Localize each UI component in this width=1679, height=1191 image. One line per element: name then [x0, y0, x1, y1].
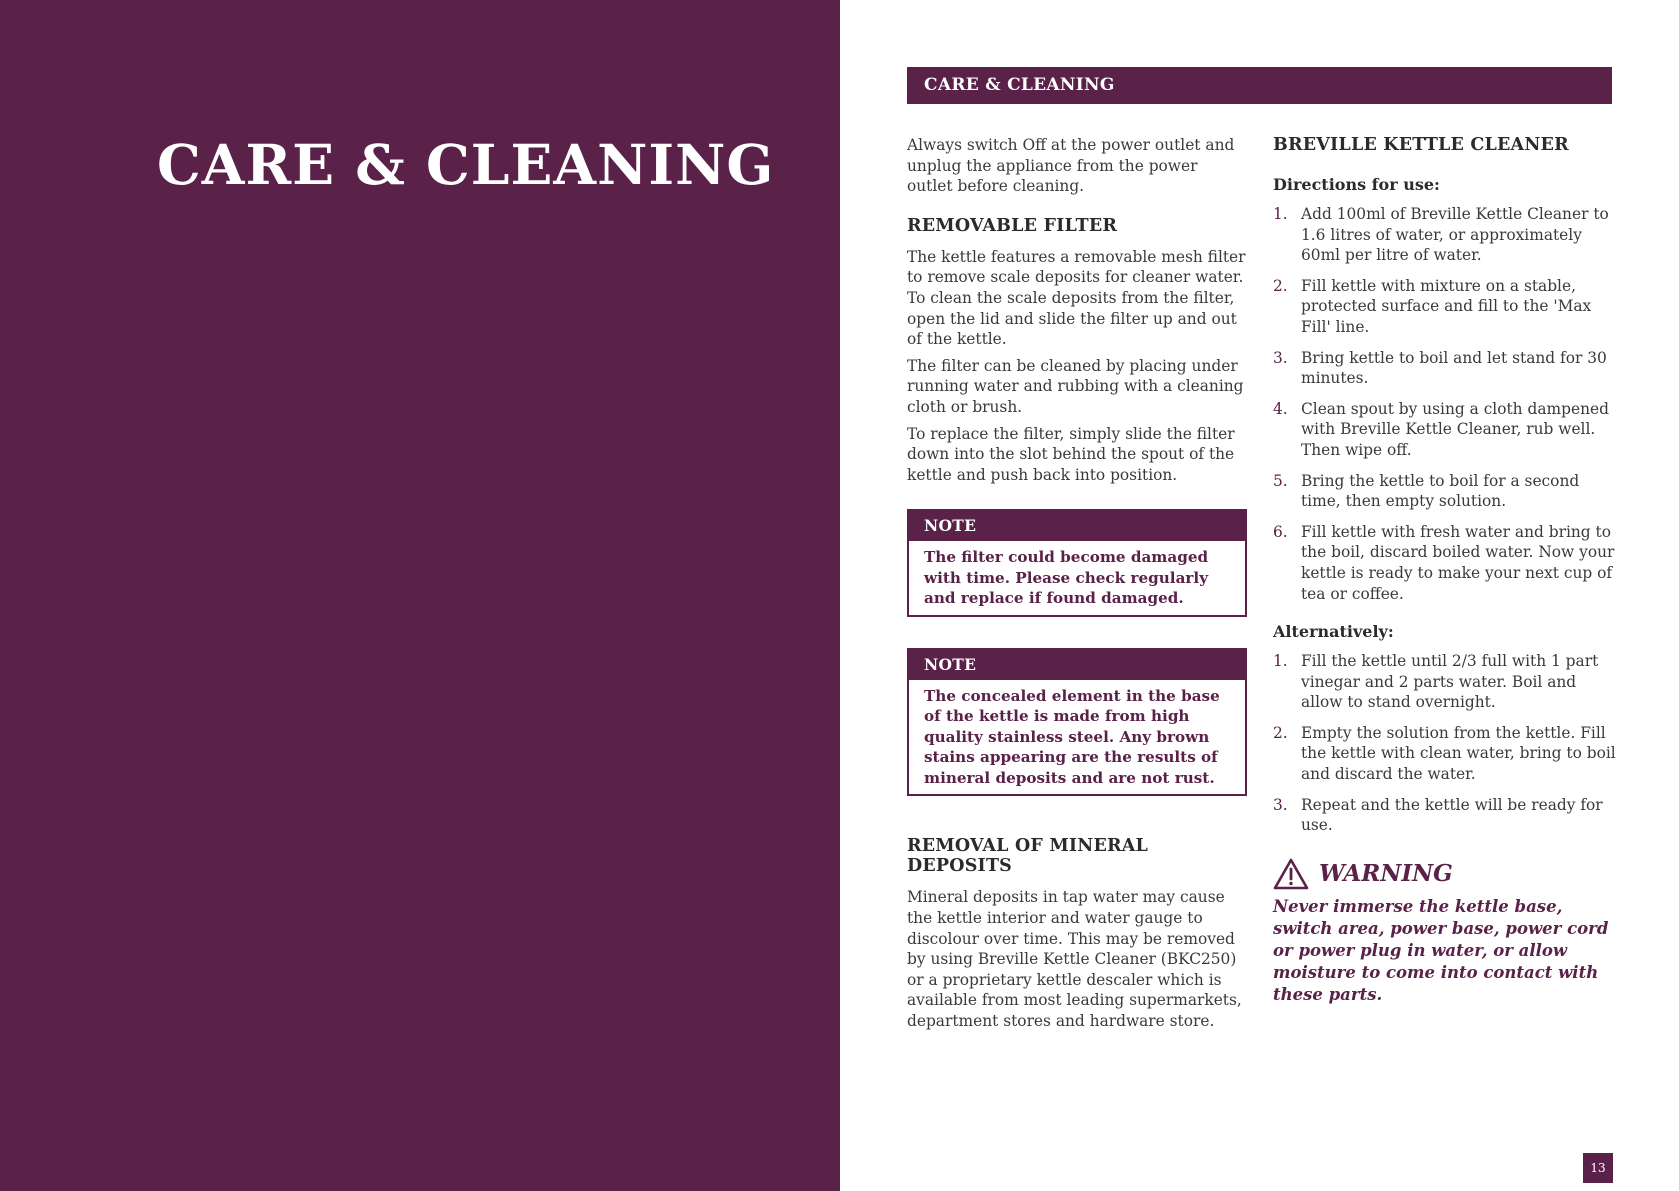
page-number: 13 — [1583, 1153, 1613, 1183]
kettle-cleaner-heading: BREVILLE KETTLE CLEANER — [1273, 135, 1569, 155]
step-number: 1. — [1273, 652, 1288, 671]
list-item — [1273, 471, 1618, 512]
note-title: NOTE — [909, 650, 1245, 680]
alternative-list — [1273, 651, 1618, 836]
alternatively-heading: Alternatively: — [1273, 622, 1394, 642]
step-number: 6. — [1273, 522, 1288, 541]
note-box-element — [907, 648, 1247, 797]
warning-title: WARNING — [1319, 860, 1453, 888]
list-item — [1273, 522, 1618, 604]
step-number: 5. — [1273, 471, 1288, 490]
filter-paragraph: To replace the filter, simply slide the filter down into the slot behind the spout of the kettle and push back into position. — [907, 424, 1235, 484]
step-text: Fill the kettle until 2/3 full with 1 part vinegar and 2 parts water. Boil and allow to stand overnight. — [1301, 652, 1599, 712]
step-number: 3. — [1273, 795, 1288, 814]
removable-filter-body — [907, 247, 1247, 486]
note-text: The concealed element in the base of the kettle is made from high quality stainless steel. Any brown stains appearing are the results of mineral deposits and are not rust. — [924, 686, 1220, 787]
step-number: 2. — [1273, 276, 1288, 295]
directions-list — [1273, 204, 1618, 604]
list-item — [1273, 276, 1618, 338]
mineral-deposits-text: Mineral deposits in tap water may cause the kettle interior and water gauge to discolour over time. This may be removed by using Breville Kettle Cleaner (BKC250) or a proprietary kettle descaler which is available from most leading supermarkets, department stores and hardware store. — [907, 888, 1242, 1030]
step-text: Empty the solution from the kettle. Fill the kettle with clean water, bring to boil and discard the water. — [1301, 723, 1616, 784]
note-title: NOTE — [909, 511, 1245, 541]
section-title: CARE & CLEANING — [157, 132, 775, 197]
step-text: Fill kettle with mixture on a stable, protected surface and fill to the 'Max Fill' line. — [1301, 276, 1592, 336]
removable-filter-heading: REMOVABLE FILTER — [907, 215, 1118, 236]
intro-text: Always switch Off at the power outlet and unplug the appliance from the power outlet before cleaning. — [907, 136, 1235, 196]
step-text: Bring the kettle to boil for a second time, then empty solution. — [1301, 471, 1580, 511]
filter-paragraph: The filter can be cleaned by placing under running water and rubbing with a cleaning cloth or brush. — [907, 356, 1244, 416]
list-item — [1273, 348, 1618, 389]
step-text: Bring kettle to boil and let stand for 30 minutes. — [1301, 348, 1607, 388]
list-item — [1273, 204, 1618, 266]
mineral-deposits-heading: REMOVAL OF MINERAL DEPOSITS — [907, 836, 1149, 877]
step-number: 4. — [1273, 399, 1288, 418]
list-item — [1273, 399, 1618, 461]
step-number: 2. — [1273, 723, 1288, 742]
right-column — [1273, 135, 1618, 1006]
step-text: Fill kettle with fresh water and bring to the boil, discard boiled water. Now your kettle is ready to make your next cup of tea or coffee. — [1301, 522, 1615, 603]
left-column — [907, 135, 1247, 1037]
warning-header — [1273, 858, 1618, 890]
step-text: Add 100ml of Breville Kettle Cleaner to 1.6 litres of water, or approximately 60ml per litre of water. — [1301, 205, 1609, 265]
note-text: The filter could become damaged with time. Please check regularly and replace if found damaged. — [924, 548, 1209, 608]
step-text: Clean spout by using a cloth dampened with Breville Kettle Cleaner, rub well. Then wipe off. — [1301, 399, 1609, 459]
step-number: 1. — [1273, 205, 1288, 223]
list-item — [1273, 651, 1618, 713]
header-bar: CARE & CLEANING — [907, 67, 1612, 104]
filter-paragraph: The kettle features a removable mesh filter to remove scale deposits for cleaner water. To clean the scale deposits from the filter, open the lid and slide the filter up and out of the kettle. — [907, 247, 1246, 349]
list-item — [1273, 795, 1618, 836]
note-box-filter — [907, 509, 1247, 617]
step-text: Repeat and the kettle will be ready for use. — [1301, 795, 1603, 835]
directions-heading: Directions for use: — [1273, 175, 1440, 194]
step-number: 3. — [1273, 348, 1288, 367]
warning-text: Never immerse the kettle base, switch area, power base, power cord or power plug in water, or allow moisture to come into contact with these parts. — [1273, 896, 1609, 1004]
list-item — [1273, 723, 1618, 785]
warning-box — [1273, 858, 1618, 1006]
warning-triangle-icon — [1273, 858, 1309, 890]
